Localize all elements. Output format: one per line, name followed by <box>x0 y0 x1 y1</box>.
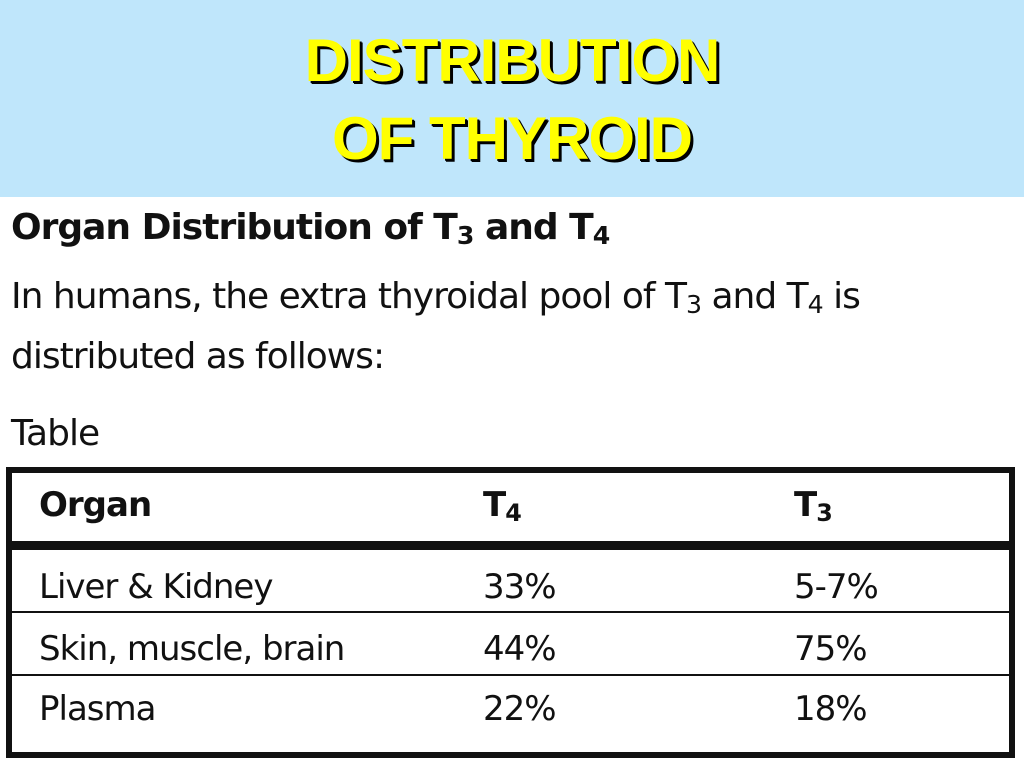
header-t4 <box>483 485 521 525</box>
header-divider <box>12 541 1009 550</box>
document-image <box>0 197 1024 768</box>
row-divider <box>12 611 1009 613</box>
slide-title-line-2: OF THYROID <box>332 105 692 172</box>
header-t4-subscript: 4 <box>505 498 521 527</box>
cell-t4: 22% <box>483 689 556 729</box>
cell-organ: Plasma <box>39 689 156 729</box>
header-t3-letter: T <box>794 485 817 525</box>
heading-text-prefix: Organ Distribution of T <box>11 207 457 248</box>
para-subscript-3: 3 <box>685 290 702 320</box>
document-heading <box>11 207 610 251</box>
cell-organ: Skin, muscle, brain <box>39 629 345 669</box>
cell-t3: 75% <box>794 629 867 669</box>
cell-t3: 5-7% <box>794 567 878 607</box>
para-subscript-4: 4 <box>807 290 823 320</box>
slide-title <box>0 22 1024 178</box>
table-caption: Table <box>11 413 100 454</box>
cell-t4: 33% <box>483 567 556 607</box>
heading-subscript-4: 4 <box>592 221 610 251</box>
slide-title-line-1: DISTRIBUTION <box>304 27 720 94</box>
heading-subscript-3: 3 <box>456 221 474 251</box>
paragraph-line-2: distributed as follows: <box>11 336 385 377</box>
header-t4-letter: T <box>483 485 506 525</box>
para-text-mid: and T <box>701 276 808 317</box>
paragraph-line-1 <box>11 267 1011 327</box>
header-organ: Organ <box>39 485 152 525</box>
cell-t4: 44% <box>483 629 556 669</box>
cell-organ: Liver & Kidney <box>39 567 273 607</box>
cell-t3: 18% <box>794 689 867 729</box>
document-paragraph <box>11 267 1011 387</box>
heading-text-mid: and T <box>473 207 593 248</box>
table-header-row <box>12 485 1009 539</box>
para-text-prefix: In humans, the extra thyroidal pool of T <box>11 276 686 317</box>
row-divider <box>12 674 1009 676</box>
header-t3-subscript: 3 <box>816 498 832 527</box>
header-t3 <box>794 485 832 525</box>
organ-distribution-table <box>6 467 1015 758</box>
para-text-suffix: is <box>822 276 860 317</box>
